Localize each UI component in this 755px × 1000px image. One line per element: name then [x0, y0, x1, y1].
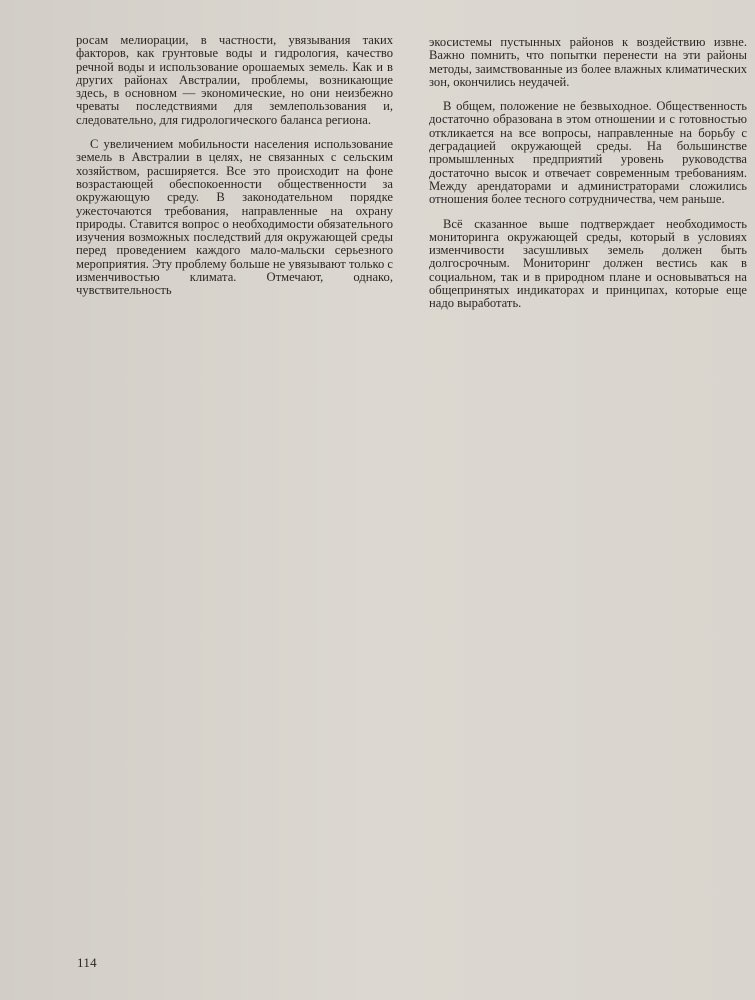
paragraph: В общем, положение не безвыходное. Общественность достаточно образована в этом отношении и с готовностью откликается на все вопросы, направленные на борьбу с деградацией окружающей среды. На большинстве промышленных предприятий уровень руководства достаточно высок и отвечает современным требованиям. Между арендаторами и администраторами сложились отношения более тесного сотрудничества, чем раньше. [429, 99, 747, 207]
left-text-column [76, 34, 393, 298]
paragraph: экосистемы пустынных районов к воздействию извне. Важно помнить, что попытки перенести на эти районы методы, заимствованные из более влажных климатических зон, окончились неудачей. [429, 35, 747, 89]
page-number: 114 [77, 955, 97, 970]
paragraph: росам мелиорации, в частности, увязывания таких факторов, как грунтовые воды и гидрология, качество речной воды и использование орошаемых земель. Как и в других районах Австралии, проблемы, возникающие здесь, в основном — экономические, но они неизбежно чреваты последствиями для землепользования и, следовательно, для гидрологического баланса региона. [76, 33, 393, 127]
paragraph: С увеличением мобильности населения использование земель в Австралии в целях, не связанных с сельским хозяйством, расширяется. Все это происходит на фоне возрастающей обеспокоенности общественности за окружающую среду. В законодательном порядке ужесточаются требования, направленные на охрану природы. Ставится вопрос о необходимости обязательного изучения возможных последствий для окружающей среды перед проведением каждого мало-мальски серьезного мероприятия. Эту проблему больше не увязывают только с изменчивостью климата. Отмечают, однако, чувствительность [76, 137, 393, 298]
right-text-column [429, 36, 747, 311]
paragraph: Всё сказанное выше подтверждает необходимость мониторинга окружающей среды, который в условиях изменчивости засушливых земель должен быть долгосрочным. Мониторинг должен вестись как в социальном, так и в природном плане и основываться на общепринятых индикаторах и принципах, которые еще надо выработать. [429, 216, 747, 311]
